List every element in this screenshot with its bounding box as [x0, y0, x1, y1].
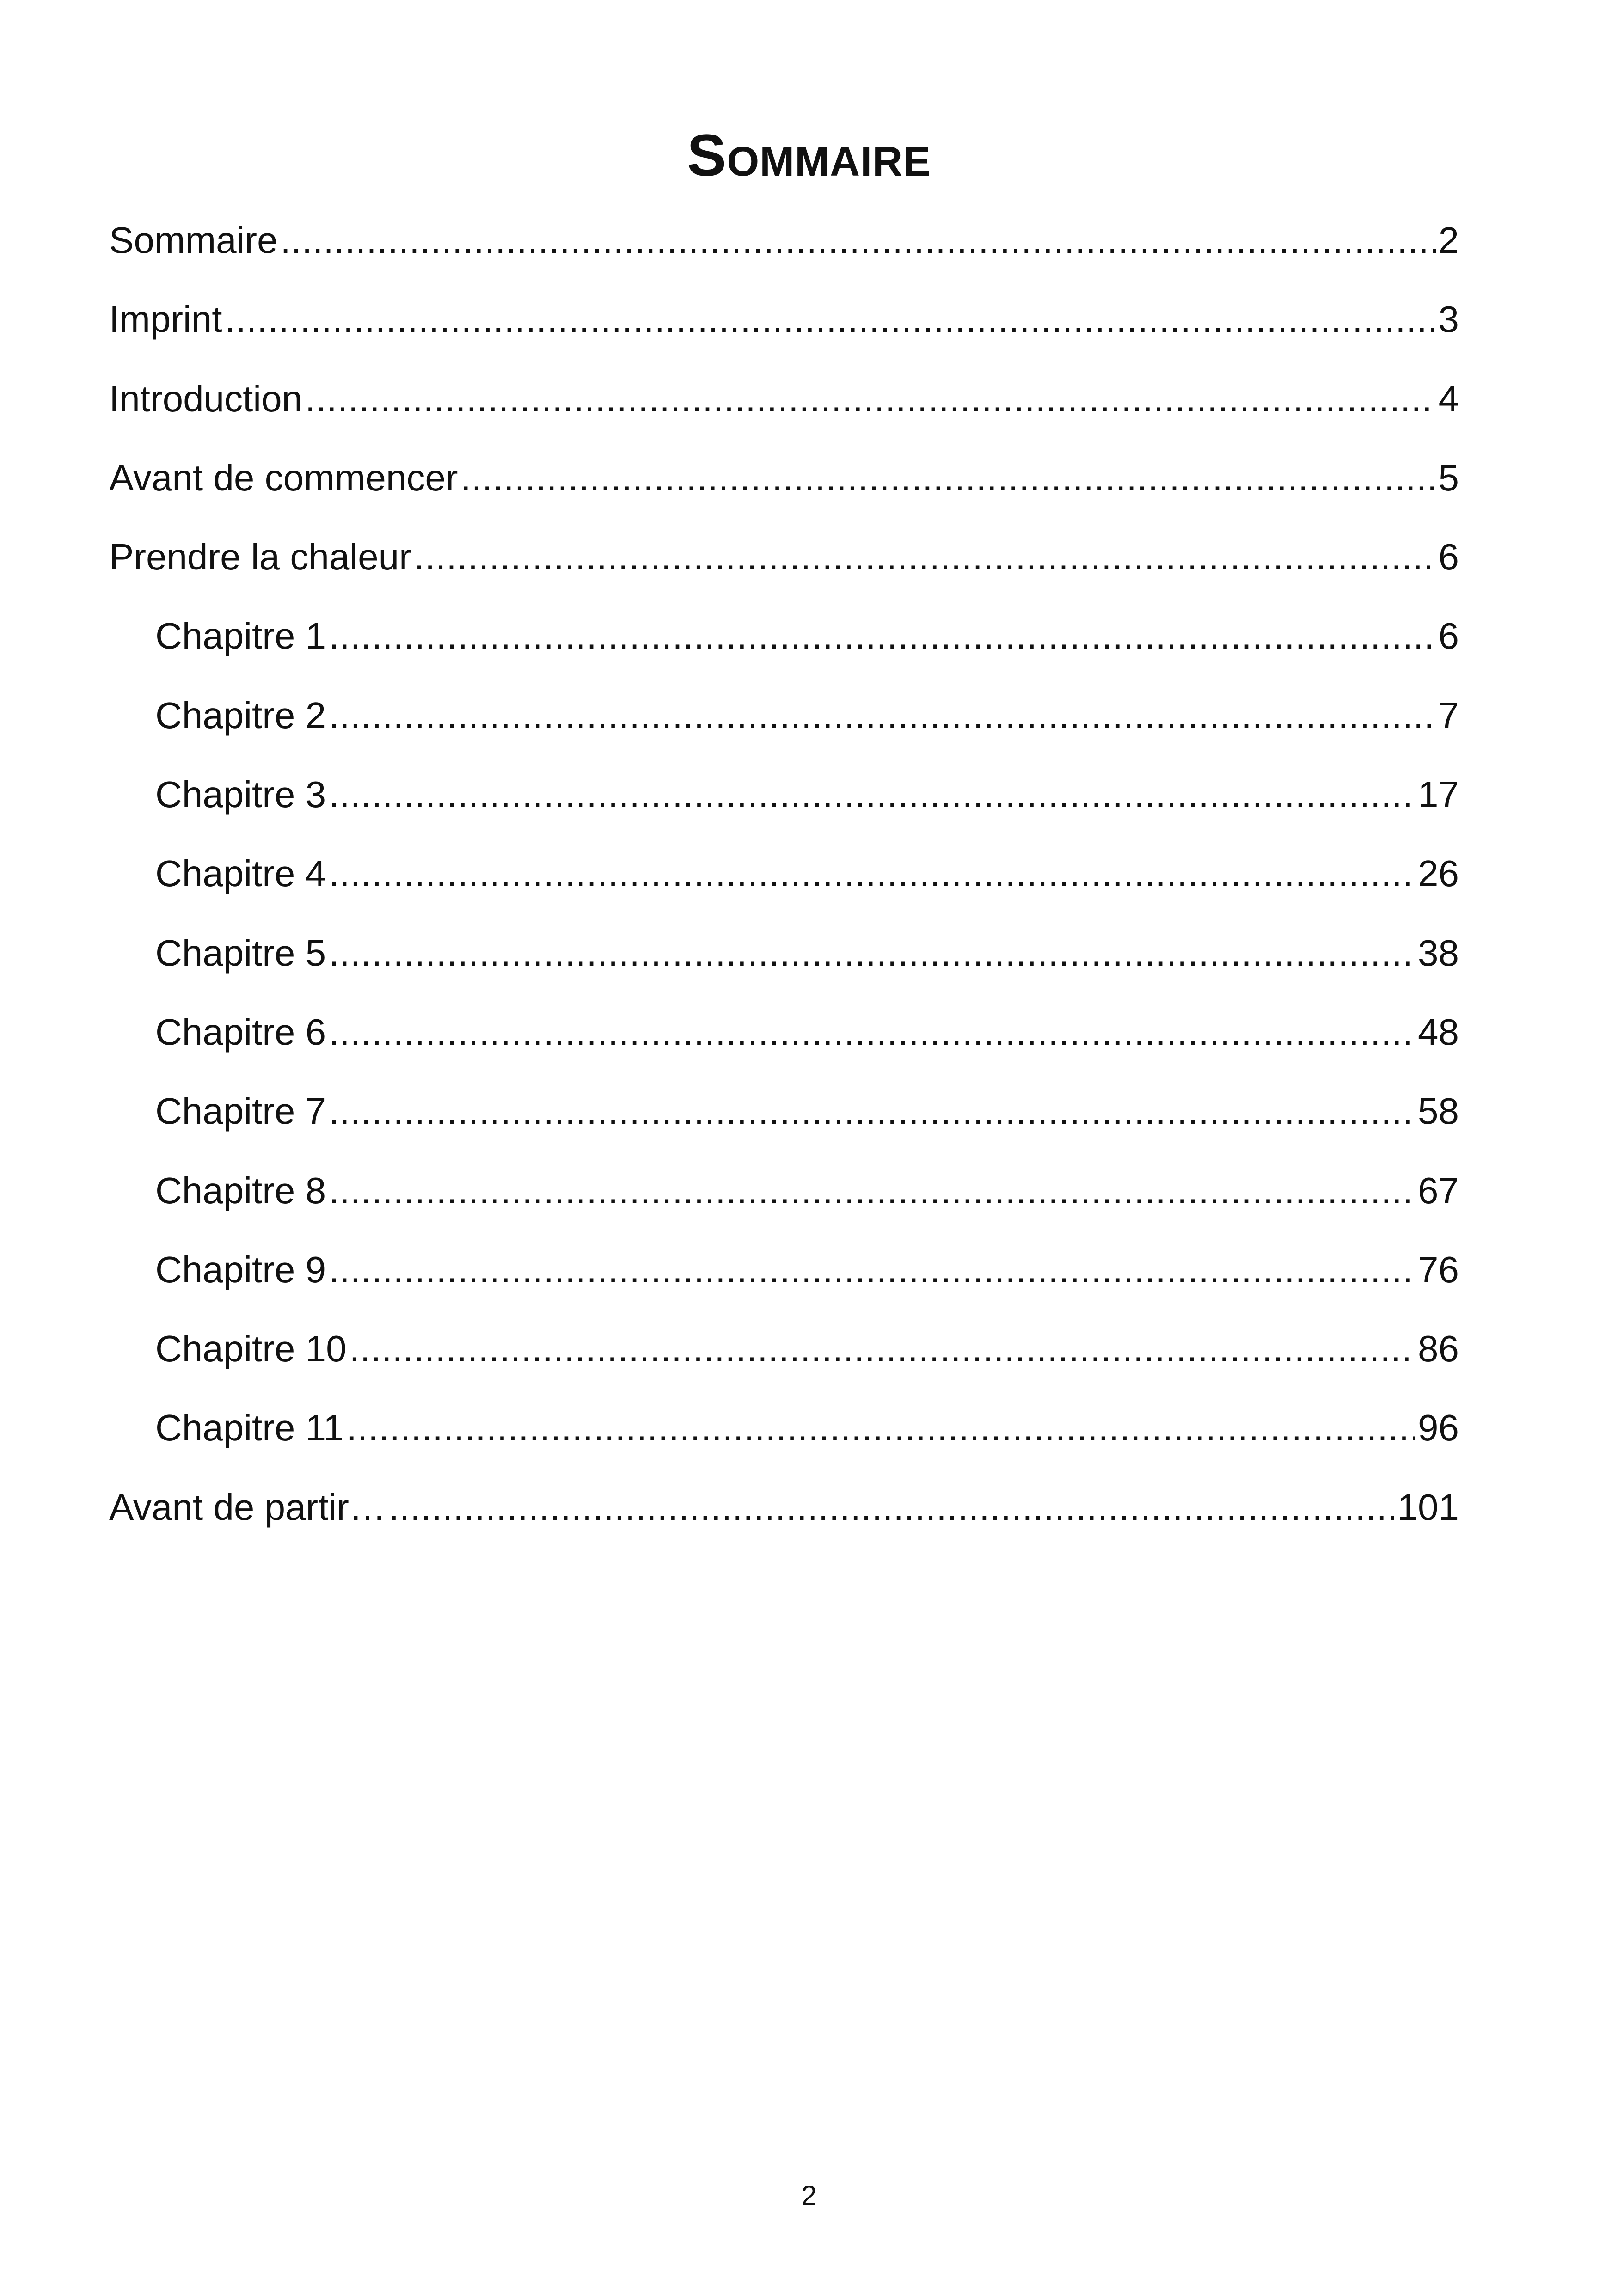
toc-entry-chapitre-6[interactable]: [109, 1007, 1459, 1086]
page-number: 2: [801, 2180, 817, 2211]
toc-entry-page: 38: [1418, 932, 1459, 974]
toc-entry-label: Chapitre 10: [155, 1328, 347, 1370]
toc-leader-dots: [281, 215, 1436, 266]
toc-entry-page: 6: [1438, 615, 1459, 657]
toc-leader-dots: [349, 1323, 1415, 1374]
toc-entry-chapitre-11[interactable]: [109, 1402, 1459, 1482]
page-title: Sommaire: [686, 122, 932, 189]
toc-entry-page: 48: [1418, 1011, 1459, 1053]
toc-entry-label: Chapitre 9: [155, 1249, 326, 1290]
toc-entry-page: 17: [1418, 774, 1459, 815]
toc-entry-page: 96: [1418, 1407, 1459, 1449]
toc-entry-label: Chapitre 1: [155, 615, 326, 657]
toc-entry-chapitre-9[interactable]: [109, 1244, 1459, 1323]
toc-leader-dots: [305, 373, 1435, 424]
toc-entry-page: 76: [1418, 1249, 1459, 1290]
toc-entry-page: 4: [1438, 378, 1459, 419]
toc-entry-chapitre-10[interactable]: [109, 1323, 1459, 1402]
toc-leader-dots: [329, 611, 1435, 661]
toc-entry-label: Introduction: [109, 378, 303, 419]
toc-entry-chapitre-3[interactable]: [109, 769, 1459, 848]
toc-entry-label: Chapitre 5: [155, 932, 326, 974]
toc-leader-dots: [329, 1086, 1415, 1137]
toc-entry-page: 5: [1438, 457, 1459, 498]
toc-entry-sommaire[interactable]: [109, 215, 1459, 294]
toc-entry-chapitre-4[interactable]: [109, 848, 1459, 927]
toc-entry-introduction[interactable]: [109, 373, 1459, 453]
toc-entry-prendre-la-chaleur[interactable]: [109, 532, 1459, 611]
toc-leader-dots: [329, 1007, 1415, 1058]
toc-entry-avant-de-partir[interactable]: [109, 1482, 1459, 1561]
toc-entry-page: 6: [1438, 536, 1459, 578]
toc-entry-page: 26: [1418, 853, 1459, 894]
toc-entry-label: Avant de commencer: [109, 457, 458, 498]
toc-entry-page: 101: [1397, 1486, 1459, 1528]
toc-entry-label: Chapitre 3: [155, 774, 326, 815]
toc-entry-chapitre-8[interactable]: [109, 1165, 1459, 1244]
toc-leader-dots: [329, 769, 1415, 820]
toc-leader-dots: [329, 690, 1435, 741]
toc-entry-label: Sommaire: [109, 220, 278, 261]
toc-entry-label: Chapitre 8: [155, 1169, 326, 1211]
toc-leader-dots: [329, 928, 1415, 979]
toc-leader-dots: [414, 532, 1436, 582]
toc-entry-label: Prendre la chaleur: [109, 536, 411, 578]
toc-entry-page: 2: [1438, 220, 1459, 261]
toc-leader-dots: [460, 453, 1435, 503]
toc-leader-dots: [329, 848, 1415, 899]
toc-entry-chapitre-7[interactable]: [109, 1086, 1459, 1165]
toc-entry-label: Avant de partir…: [109, 1486, 386, 1528]
toc-entry-imprint[interactable]: [109, 294, 1459, 373]
toc-entry-page: 58: [1418, 1090, 1459, 1132]
toc-entry-label: Imprint: [109, 299, 222, 340]
toc-entry-label: Chapitre 2: [155, 694, 326, 736]
toc-leader-dots: [329, 1165, 1415, 1216]
toc-entry-page: 3: [1438, 299, 1459, 340]
toc-entry-chapitre-2[interactable]: [109, 690, 1459, 769]
table-of-contents: [109, 215, 1459, 1561]
toc-entry-chapitre-1[interactable]: [109, 611, 1459, 690]
toc-leader-dots: [329, 1244, 1415, 1295]
toc-entry-page: 67: [1418, 1169, 1459, 1211]
toc-entry-chapitre-5[interactable]: [109, 928, 1459, 1007]
toc-entry-label: Chapitre 11: [155, 1407, 344, 1449]
toc-entry-page: 7: [1438, 694, 1459, 736]
toc-entry-avant-de-commencer[interactable]: [109, 453, 1459, 532]
toc-leader-dots: [225, 294, 1436, 345]
toc-entry-label: Chapitre 4: [155, 853, 326, 894]
toc-entry-page: 86: [1418, 1328, 1459, 1370]
toc-entry-label: Chapitre 6: [155, 1011, 326, 1053]
toc-leader-dots: [347, 1402, 1415, 1453]
toc-leader-dots: [389, 1482, 1395, 1533]
toc-entry-label: Chapitre 7: [155, 1090, 326, 1132]
